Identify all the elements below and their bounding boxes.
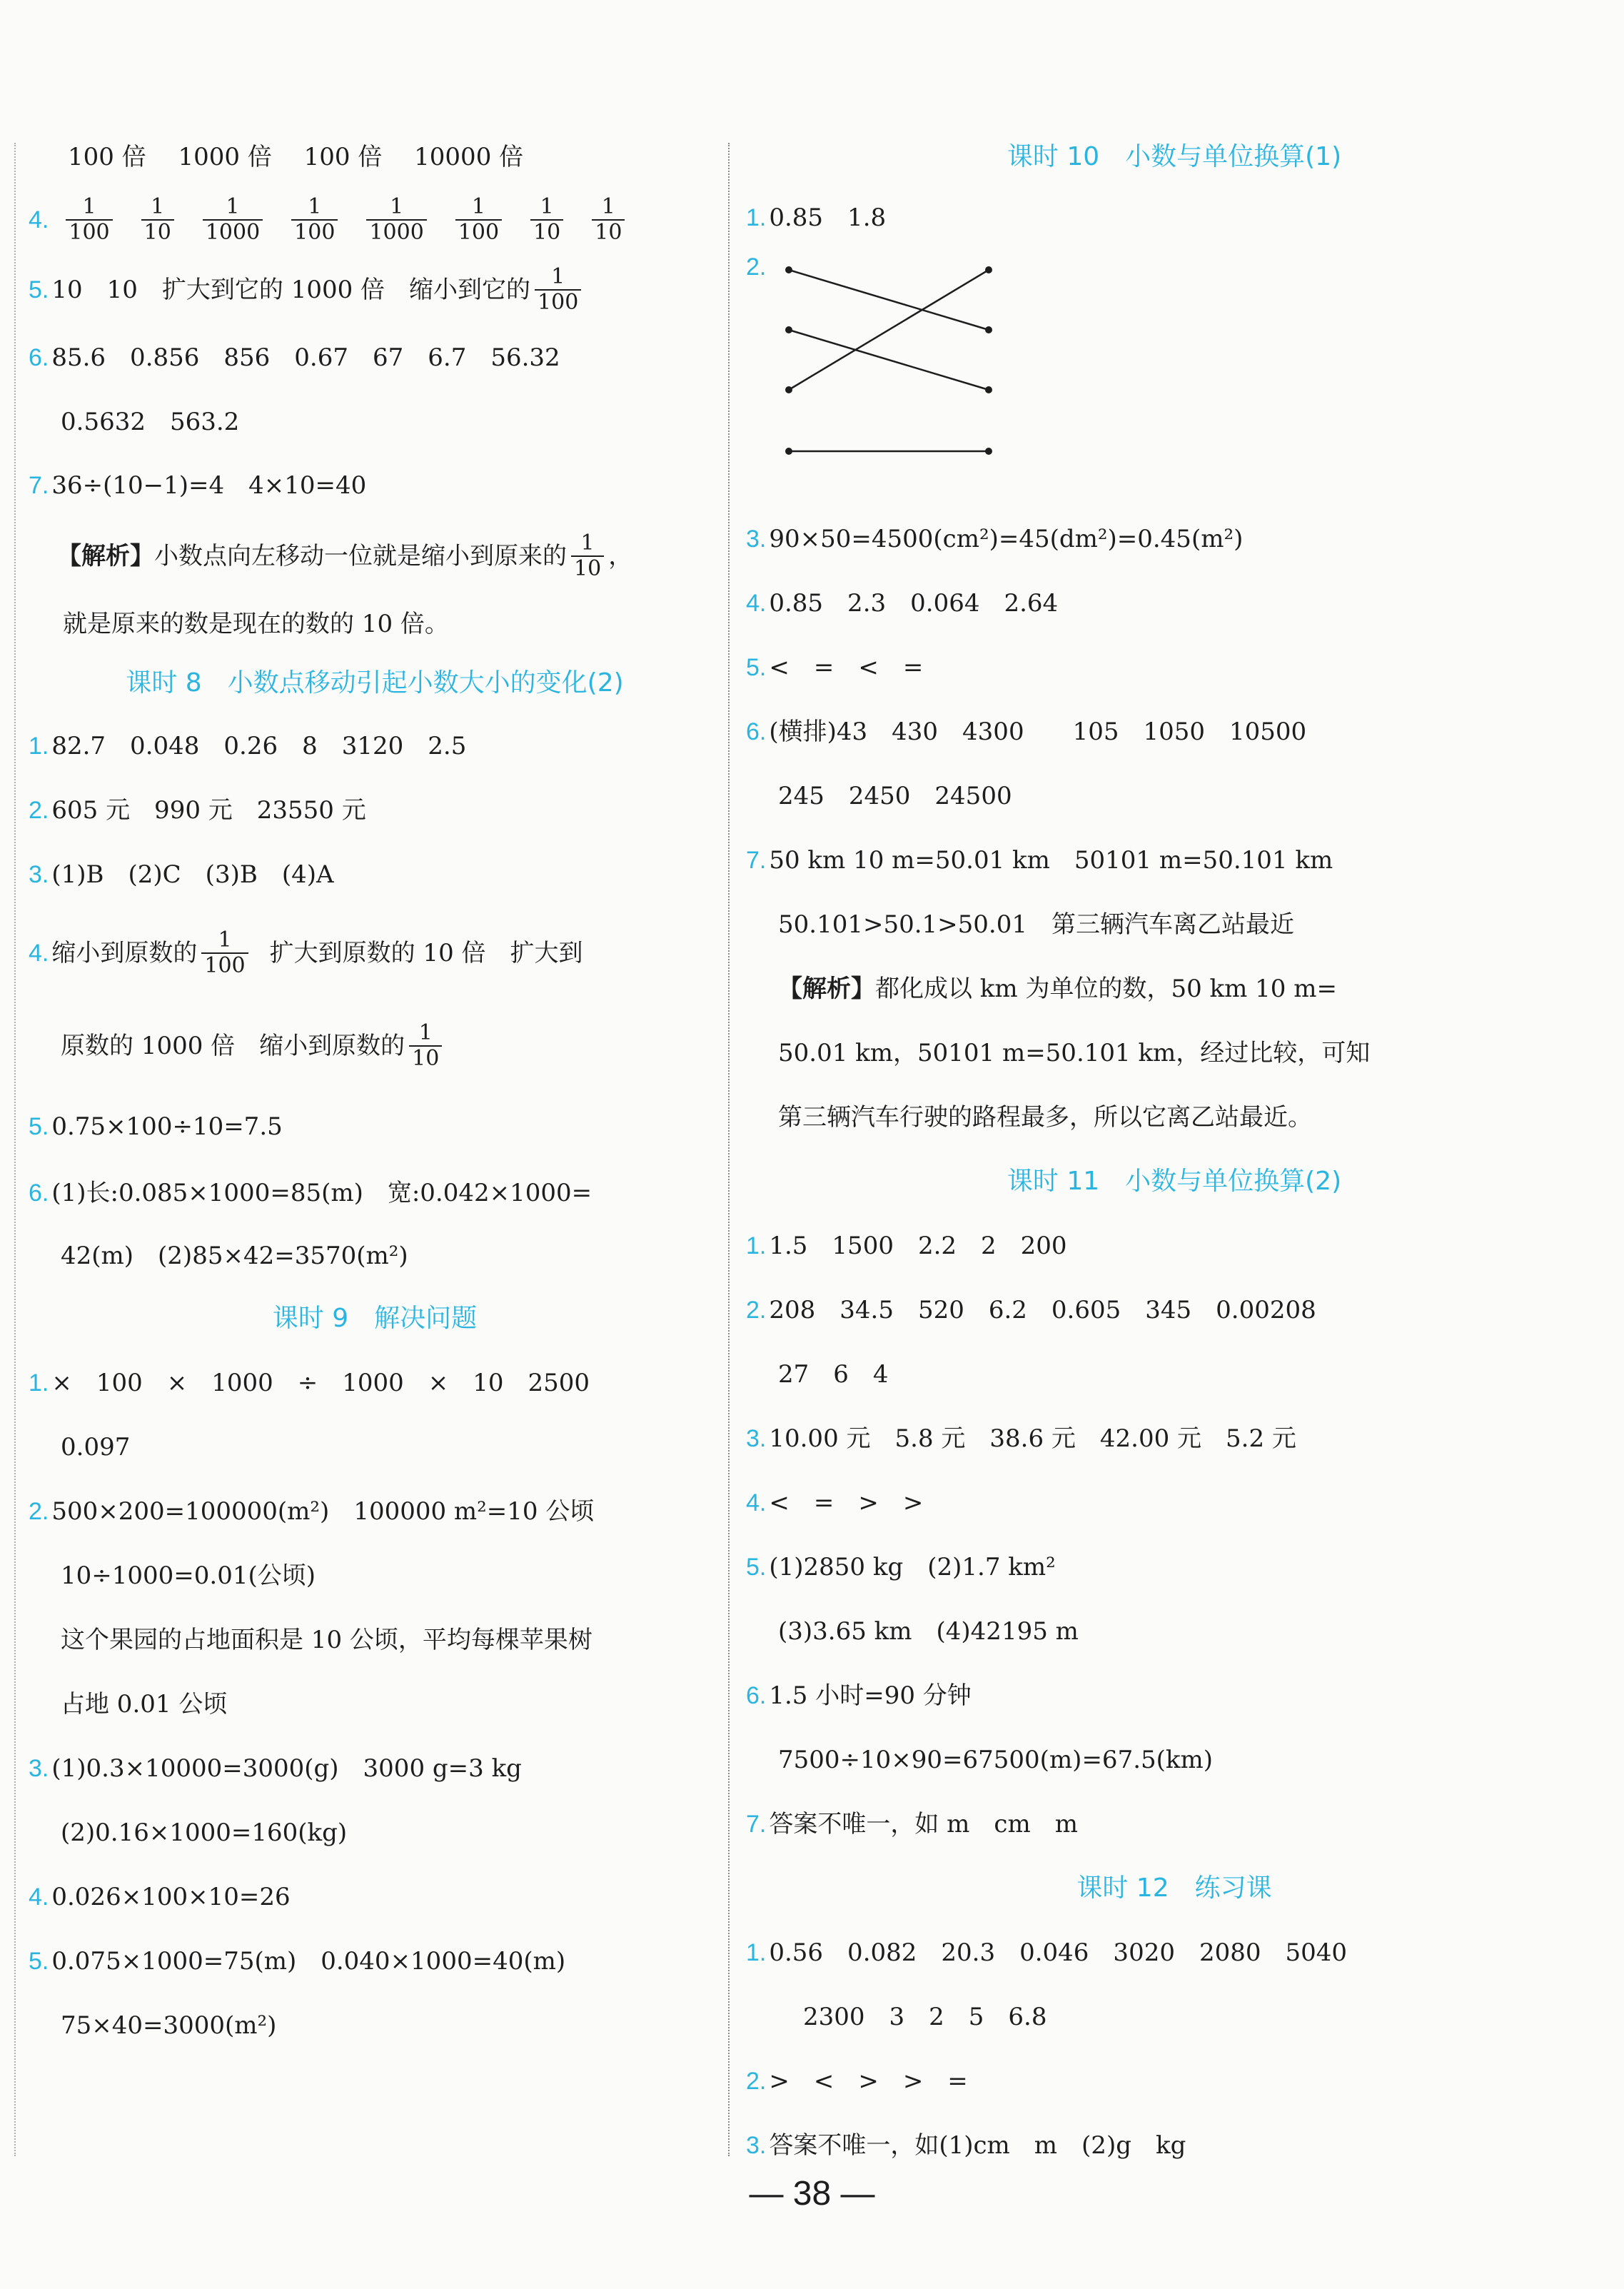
question-number: 4.: [746, 590, 767, 617]
question-number: 6.: [746, 1682, 767, 1709]
answer-text: (横排)43 430 4300 105 1050 10500: [769, 718, 1307, 746]
answer-text: 50.101>50.1>50.01 第三辆汽车离乙站最近: [778, 910, 1294, 939]
question-4: [746, 571, 1603, 635]
denominator: 100: [291, 219, 338, 245]
matching-dot: [985, 326, 992, 333]
question-2: [746, 250, 1603, 507]
question-1: [746, 1921, 1603, 1985]
fraction: [66, 195, 112, 245]
answer-text: 10÷1000=0.01(公顷): [61, 1561, 316, 1590]
question-3: [746, 1407, 1603, 1471]
question-number: 1.: [746, 204, 767, 231]
analysis-text: 50.01 km，50101 m=50.101 km，经过比较，可知: [778, 1039, 1371, 1067]
question-number: 3.: [29, 861, 49, 888]
answer-continuation: [29, 1000, 721, 1092]
matching-line: [789, 270, 989, 330]
question-number: 4.: [746, 1489, 767, 1516]
answer-text: (1)2850 kg (2)1.7 km²: [769, 1553, 1056, 1581]
question-number: 1.: [746, 1939, 767, 1966]
section-heading: 课时 9 解决问题: [272, 1304, 478, 1333]
answer-text: 1.5 小时=90 分钟: [769, 1681, 972, 1710]
question-1: [746, 1214, 1603, 1278]
question-number: 4.: [29, 940, 49, 967]
matching-dot: [785, 448, 792, 455]
matching-dot: [985, 448, 992, 455]
denominator: 100: [455, 219, 502, 245]
question-number: 4.: [29, 206, 49, 233]
question-number: 3.: [746, 525, 767, 553]
analysis: [746, 957, 1603, 1021]
answer-text: 27 6 4: [778, 1360, 889, 1389]
answer-text: 605 元 990 元 23550 元: [51, 796, 366, 825]
matching-dot: [785, 266, 792, 273]
question-number: 3.: [746, 1425, 767, 1452]
question-3: [29, 842, 721, 907]
question-number: 6.: [29, 1179, 49, 1207]
denominator: 1000: [366, 219, 426, 245]
fraction: [592, 195, 625, 245]
question-number: 5.: [29, 276, 49, 303]
answer-text: (1)0.3×10000=3000(g) 3000 g=3 kg: [51, 1754, 522, 1783]
matching-diagram: [775, 250, 1060, 507]
fraction: [366, 195, 426, 245]
answer-text: 原数的 1000 倍 缩小到原数的: [61, 1032, 405, 1060]
question-1: [29, 1351, 721, 1415]
numerator: 1: [580, 530, 595, 555]
matching-dot: [985, 266, 992, 273]
analysis-label: 【解析】: [57, 542, 154, 570]
fraction: [291, 195, 338, 245]
analysis-label: 【解析】: [778, 975, 875, 1003]
fraction: [571, 531, 604, 581]
question-7: [746, 828, 1603, 892]
answer-text: 42(m) (2)85×42=3570(m²): [61, 1242, 408, 1270]
numerator: 1: [551, 264, 565, 289]
answer-text: > < > > =: [769, 2067, 968, 2096]
question-2: [746, 2049, 1603, 2113]
answer-line: 100 倍 1000 倍 100 倍 10000 倍: [68, 143, 524, 171]
answer-text: (1)长:0.085×1000=85(m) 宽:0.042×1000=: [51, 1179, 592, 1207]
question-number: 2.: [29, 797, 49, 824]
question-number: 1.: [746, 1232, 767, 1259]
analysis: [29, 517, 721, 595]
answer-text: (3)3.65 km (4)42195 m: [778, 1617, 1079, 1646]
fraction: [455, 195, 502, 245]
denominator: 10: [571, 555, 604, 581]
question-number: 7.: [746, 1811, 767, 1838]
question-5: [29, 1929, 721, 1993]
question-3: [29, 1736, 721, 1801]
answer-text: 50 km 10 m=50.01 km 50101 m=50.101 km: [769, 846, 1333, 875]
analysis-text: 就是原来的数是现在的数的 10 倍。: [63, 610, 449, 638]
analysis-text: 第三辆汽车行驶的路程最多，所以它离乙站最近。: [778, 1103, 1312, 1132]
fraction: [530, 195, 563, 245]
denominator: 10: [141, 219, 174, 245]
answer-text: (1)B (2)C (3)B (4)A: [51, 860, 334, 889]
numerator: 1: [308, 194, 322, 219]
numerator: 1: [151, 194, 165, 219]
denominator: 10: [409, 1045, 442, 1071]
question-4: [746, 1471, 1603, 1535]
matching-dot: [785, 386, 792, 393]
answer-text: 0.097: [61, 1433, 131, 1462]
question-1: [29, 714, 721, 778]
question-number: 5.: [746, 1554, 767, 1581]
question-6: [29, 326, 721, 390]
question-5: [29, 254, 721, 326]
left-margin-rule: [14, 143, 16, 2156]
question-4: [29, 907, 721, 1000]
answer-text: 0.85 2.3 0.064 2.64: [769, 589, 1059, 618]
question-5: [746, 1535, 1603, 1599]
fraction: [201, 928, 248, 978]
question-5: [746, 635, 1603, 700]
answer-text: 500×200=100000(m²) 100000 m²=10 公顷: [51, 1497, 595, 1526]
question-5: [29, 1092, 721, 1161]
matching-line: [789, 270, 989, 390]
matching-dot: [785, 326, 792, 333]
question-2: [746, 1278, 1603, 1342]
answer-text: 扩大到原数的 10 倍 扩大到: [269, 939, 583, 967]
analysis-text: 都化成以 km 为单位的数，50 km 10 m=: [875, 975, 1337, 1003]
question-number: 5.: [29, 1948, 49, 1975]
question-number: 4.: [29, 1883, 49, 1911]
question-number: 5.: [29, 1113, 49, 1140]
page-number: — 38 —: [749, 2175, 875, 2213]
answer-text: 缩小到原数的: [51, 939, 198, 967]
column-divider: [728, 143, 730, 2156]
answer-text: 10 10 扩大到它的 1000 倍 缩小到它的: [51, 276, 531, 304]
question-2: [29, 778, 721, 842]
numerator: 1: [226, 194, 240, 219]
answer-text: 0.85 1.8: [769, 203, 887, 232]
matching-line: [789, 330, 989, 390]
denominator: 10: [530, 219, 563, 245]
question-number: 3.: [746, 2132, 767, 2159]
question-6: [746, 700, 1603, 764]
numerator: 1: [82, 194, 96, 219]
answer-text: 90×50=4500(cm²)=45(dm²)=0.45(m²): [769, 525, 1244, 553]
section-heading: 课时 12 练习课: [1076, 1873, 1272, 1903]
question-1: [746, 186, 1603, 250]
numerator: 1: [540, 194, 554, 219]
answer-text: (2)0.16×1000=160(kg): [61, 1818, 348, 1847]
answer-text: 36÷(10−1)=4 4×10=40: [51, 471, 367, 500]
question-number: 5.: [746, 654, 767, 681]
answer-text: < = < =: [769, 653, 924, 682]
answer-text: 82.7 0.048 0.26 8 3120 2.5: [51, 732, 467, 760]
denominator: 100: [201, 952, 248, 978]
question-6: [746, 1664, 1603, 1728]
question-2: [29, 1479, 721, 1544]
question-number: 1.: [29, 1369, 49, 1397]
answer-text: × 100 × 1000 ÷ 1000 × 10 2500: [51, 1369, 590, 1397]
denominator: 100: [535, 289, 581, 315]
fraction: [535, 265, 581, 315]
question-number: 1.: [29, 733, 49, 760]
answer-text: 245 2450 24500: [778, 782, 1012, 810]
denominator: 1000: [203, 219, 263, 245]
answer-text: 答案不唯一，如 m cm m: [769, 1810, 1078, 1838]
answer-text: 占地 0.01 公顷: [61, 1690, 228, 1719]
answer-text: 75×40=3000(m²): [61, 2011, 277, 2040]
question-number: 7.: [746, 847, 767, 874]
question-4: [29, 1865, 721, 1929]
answer-text: 85.6 0.856 856 0.67 67 6.7 56.32: [51, 343, 560, 372]
question-7: [29, 454, 721, 517]
numerator: 1: [418, 1020, 433, 1045]
answer-text: 这个果园的占地面积是 10 公顷，平均每棵苹果树: [61, 1626, 592, 1654]
section-heading: 课时 8 小数点移动引起小数大小的变化(2): [126, 668, 624, 698]
analysis-text: ，: [608, 542, 633, 570]
question-number: 2.: [746, 253, 767, 281]
question-number: 6.: [746, 718, 767, 745]
question-number: 3.: [29, 1755, 49, 1782]
question-4: [29, 186, 721, 254]
fraction: [141, 195, 174, 245]
question-6: [29, 1161, 721, 1225]
numerator: 1: [390, 194, 404, 219]
fraction: [409, 1021, 442, 1071]
left-column: [29, 129, 721, 2058]
answer-text: 0.5632 563.2: [61, 408, 240, 436]
numerator: 1: [471, 194, 485, 219]
question-3: [746, 507, 1603, 571]
section-heading: 课时 10 小数与单位换算(1): [1007, 142, 1342, 171]
analysis-text: 小数点向左移动一位就是缩小到原来的: [154, 542, 567, 570]
answer-text: 1.5 1500 2.2 2 200: [769, 1232, 1067, 1260]
denominator: 100: [66, 219, 112, 245]
question-7: [746, 1792, 1603, 1856]
answer-text: 0.56 0.082 20.3 0.046 3020 2080 5040: [769, 1938, 1348, 1967]
answer-text: < = > >: [769, 1489, 924, 1517]
question-number: 7.: [29, 472, 49, 499]
question-3: [746, 2113, 1603, 2178]
section-heading: 课时 11 小数与单位换算(2): [1007, 1167, 1342, 1196]
answer-text: 0.75×100÷10=7.5: [51, 1112, 283, 1141]
answer-text: 0.026×100×10=26: [51, 1883, 291, 1911]
numerator: 1: [218, 927, 232, 952]
question-number: 2.: [29, 1498, 49, 1525]
answer-text: 答案不唯一，如(1)cm m (2)g kg: [769, 2131, 1186, 2160]
fraction: [203, 195, 263, 245]
fraction-list: [51, 195, 639, 245]
answer-text: 10.00 元 5.8 元 38.6 元 42.00 元 5.2 元: [769, 1424, 1296, 1453]
answer-text: 2300 3 2 5 6.8: [803, 2003, 1047, 2031]
answer-text: 7500÷10×90=67500(m)=67.5(km): [778, 1746, 1214, 1774]
denominator: 10: [592, 219, 625, 245]
right-column: [746, 129, 1603, 2178]
question-number: 6.: [29, 344, 49, 371]
numerator: 1: [601, 194, 615, 219]
question-number: 2.: [746, 2068, 767, 2095]
question-number: 2.: [746, 1297, 767, 1324]
answer-text: 0.075×1000=75(m) 0.040×1000=40(m): [51, 1947, 566, 1976]
matching-dot: [985, 386, 992, 393]
answer-text: 208 34.5 520 6.2 0.605 345 0.00208: [769, 1296, 1316, 1324]
